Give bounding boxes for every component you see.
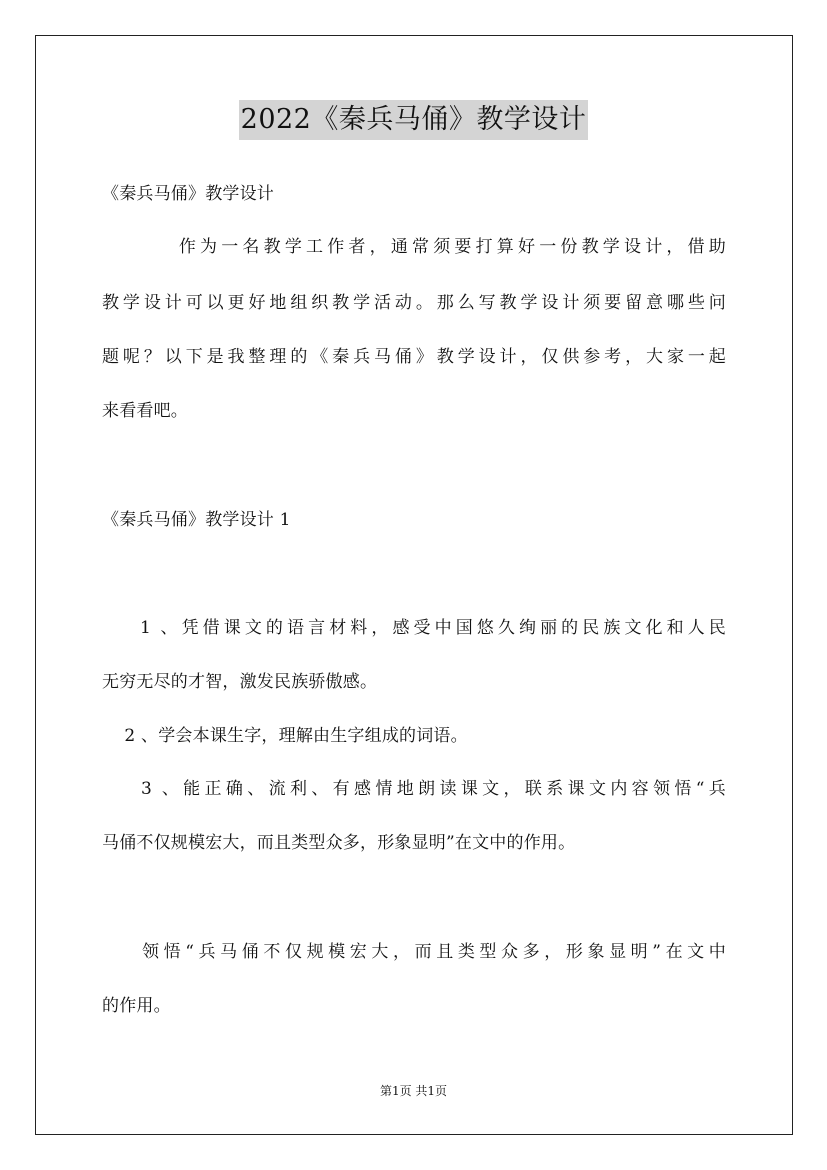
intro-line: 来看看吧。	[102, 401, 188, 421]
intro-line: 教学设计可以更好地组织教学活动。那么写教学设计须要留意哪些问	[102, 293, 726, 313]
goal-line: 3 、能正确、流利、有感情地朗读课文，联系课文内容领悟“兵	[102, 779, 726, 799]
title-container	[0, 100, 827, 140]
goal-line: 马俑不仅规模宏大，而且类型众多，形象显明”在文中的作用。	[102, 833, 576, 853]
intro-line: 作为一名教学工作者，通常须要打算好一份教学设计，借助	[102, 237, 726, 257]
document-title: 2022《秦兵马俑》教学设计	[239, 100, 589, 140]
focus-line: 的作用。	[102, 996, 171, 1016]
page-footer: 第1页 共1页	[379, 1084, 448, 1098]
section-heading: 《秦兵马俑》教学设计 1	[102, 510, 291, 530]
goal-line: 无穷无尽的才智，激发民族骄傲感。	[102, 672, 378, 692]
subtitle: 《秦兵马俑》教学设计	[102, 184, 274, 204]
goal-line: 2 、学会本课生字，理解由生字组成的词语。	[102, 726, 468, 746]
goal-line: 1 、凭借课文的语言材料，感受中国悠久绚丽的民族文化和人民	[102, 618, 726, 638]
focus-line: 领悟“兵马俑不仅规模宏大，而且类型众多，形象显明”在文中	[102, 942, 726, 962]
intro-line: 题呢？以下是我整理的《秦兵马俑》教学设计，仅供参考，大家一起	[102, 347, 726, 367]
